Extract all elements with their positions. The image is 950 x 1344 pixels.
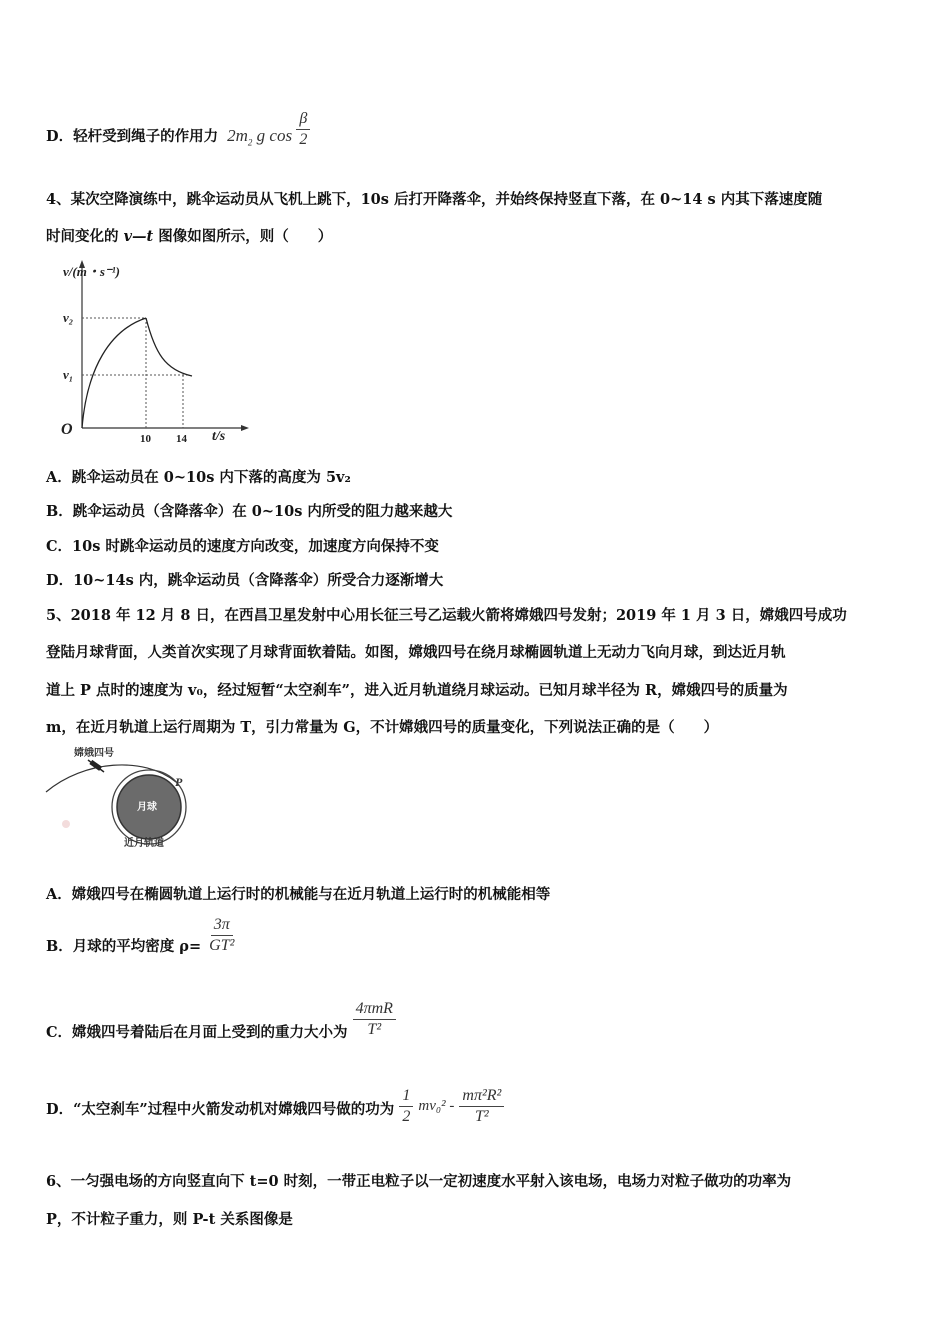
q5-stem-line1: 5、2018 年 12 月 8 日，在西昌卫星发射中心用长征三号乙运载火箭将嫦娥四号发射；2019 年 1 月 3 日，嫦娥四号成功 — [46, 607, 847, 624]
q4-option-b: B．跳伞运动员（含降落伞）在 0~10s 内所受的阻力越来越大 — [46, 503, 453, 520]
moon-label: 月球 — [137, 802, 157, 813]
q5-orbit-figure — [44, 742, 194, 854]
q3-option-d-formula: $2m_2$ g cos — [227, 126, 293, 148]
q6-stem-line2: P，不计粒子重力，则 P-t 关系图像是 — [46, 1211, 293, 1228]
q5-option-b — [46, 916, 237, 954]
q5-option-d-mid: mv₀² - — [418, 1098, 455, 1115]
q5-option-c-fraction: $\frac{\text{4πmR}}{\text{T²}}$ — [353, 1000, 396, 1038]
q3-option-d-fraction: $\frac{\beta}{2}$ — [296, 110, 310, 148]
q4-stem-line2: 时间变化的 v—t 图像如图所示，则（ ） — [46, 228, 333, 245]
probe-icon — [88, 760, 104, 772]
q6-stem-line1: 6、一匀强电场的方向竖直向下 t=0 时刻，一带正电粒子以一定初速度水平射入该电场，电场力对粒子做功的功率为 — [46, 1173, 792, 1190]
q5-stem-line3: 道上 P 点时的速度为 v₀，经过短暂“太空刹车”，进入近月轨道绕月球运动。已知月球半径为 R，嫦娥四号的质量为 — [46, 682, 788, 699]
q5-stem-line4: m，在近月轨道上运行周期为 T，引力常量为 G，不计嫦娥四号的质量变化，下列说法正确的是（ ） — [46, 719, 719, 736]
q5-option-b-fraction: $\frac{3\pi}{\text{GT²}}$ — [209, 916, 235, 954]
curve-decelerate — [146, 318, 192, 376]
probe-label: 嫦娥四号 — [74, 748, 114, 759]
q4-option-c: C．10s 时跳伞运动员的速度方向改变，加速度方向保持不变 — [46, 538, 439, 555]
q5-option-d — [46, 1087, 504, 1125]
faint-mark — [62, 820, 70, 828]
q5-option-d-fraction2: $\frac{\text{mπ²R²}}{\text{T²}}$ — [459, 1087, 504, 1125]
q5-option-d-fraction1: $\frac{1}{2}$ — [399, 1087, 413, 1125]
q4-vt-graph — [55, 258, 255, 448]
graph-t14-label: 14 — [176, 433, 187, 445]
graph-v2-label: v₂ — [63, 310, 74, 325]
graph-v1-label: v₁ — [63, 367, 74, 382]
graph-ylabel: v/(m・s⁻¹) — [63, 264, 120, 279]
q4-option-a: A．跳伞运动员在 0~10s 内下落的高度为 5v₂ — [46, 469, 351, 486]
x-axis-arrow — [241, 425, 249, 431]
q5-option-b-label: B．月球的平均密度 ρ= — [46, 938, 202, 956]
curve-accelerate — [82, 318, 146, 428]
q3-option-d-label: D．轻杆受到绳子的作用力 — [46, 128, 219, 146]
graph-xlabel: t/s — [212, 429, 226, 444]
q4-stem-line1: 4、某次空降演练中，跳伞运动员从飞机上跳下，10s 后打开降落伞，并始终保持竖直下落，在 0~14 s 内其下落速度随 — [46, 191, 823, 208]
graph-origin-label: O — [61, 421, 73, 438]
q5-option-c-label: C．嫦娥四号着陆后在月面上受到的重力大小为 — [46, 1024, 348, 1042]
graph-t10-label: 10 — [140, 433, 151, 445]
q4-option-d: D．10~14s 内，跳伞运动员（含降落伞）所受合力逐渐增大 — [46, 572, 444, 589]
q3-option-d — [46, 110, 310, 156]
q5-option-d-label: D．“太空刹车”过程中火箭发动机对嫦娥四号做的功为 — [46, 1101, 395, 1119]
q5-option-c — [46, 1000, 396, 1042]
point-p-label: P — [175, 775, 183, 789]
q5-stem-line2: 登陆月球背面，人类首次实现了月球背面软着陆。如图，嫦娥四号在绕月球椭圆轨道上无动力飞向月球，到达近月轨 — [46, 644, 786, 661]
q5-option-a: A．嫦娥四号在椭圆轨道上运行时的机械能与在近月轨道上运行时的机械能相等 — [46, 886, 551, 903]
orbit-label: 近月轨道 — [124, 838, 164, 849]
